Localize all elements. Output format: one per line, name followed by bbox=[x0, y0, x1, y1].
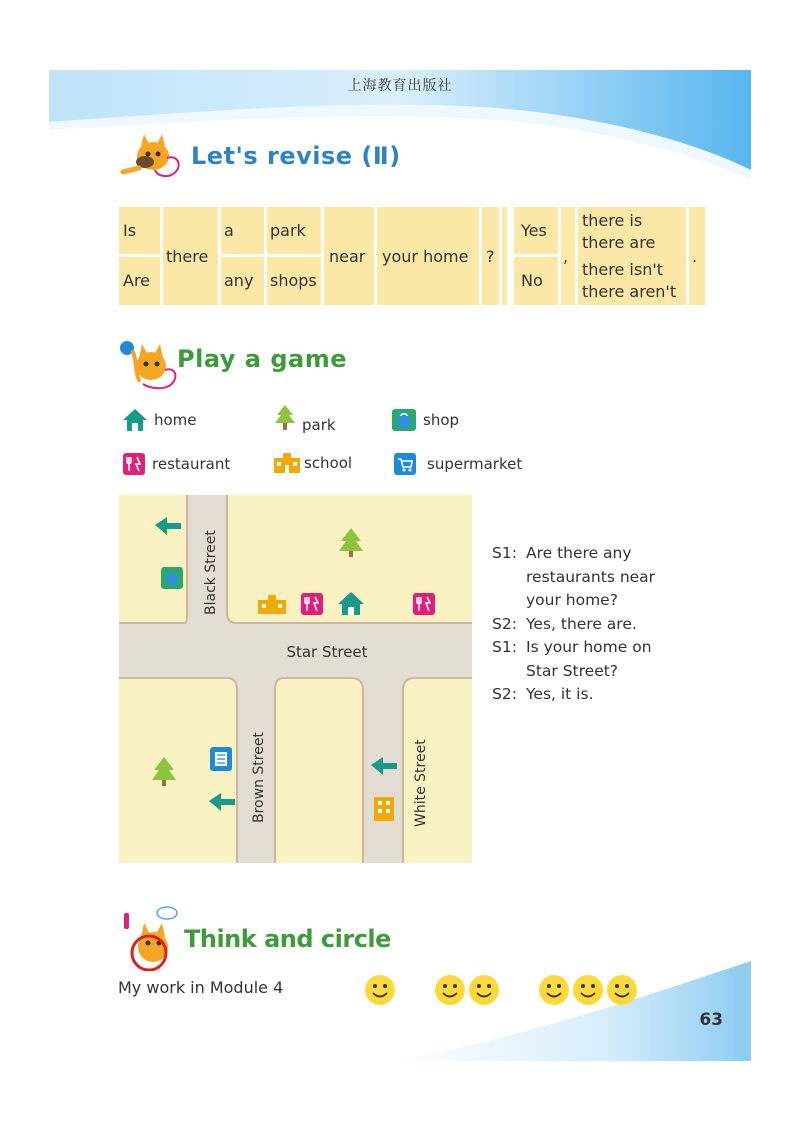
dialogue bbox=[492, 542, 655, 707]
word-there-is: there is bbox=[582, 210, 643, 230]
section-title-play-a-game: Play a game bbox=[177, 345, 347, 373]
word-there: there bbox=[166, 246, 209, 266]
textbook-page bbox=[49, 70, 751, 1061]
word-your-home: your home bbox=[382, 246, 469, 266]
question-mark: ? bbox=[486, 246, 495, 266]
school-icon bbox=[273, 452, 301, 474]
word-shops: shops bbox=[270, 271, 317, 290]
page-number: 63 bbox=[699, 1010, 723, 1030]
street-label-star: Star Street bbox=[286, 643, 368, 661]
section-title-lets-revise: Let's revise (Ⅱ) bbox=[191, 142, 401, 170]
word-any: any bbox=[224, 271, 254, 290]
cat-mascot-revise bbox=[117, 128, 189, 182]
legend-home-label: home bbox=[154, 411, 197, 429]
dialogue-line bbox=[492, 683, 655, 707]
smiley-icon[interactable] bbox=[364, 974, 396, 1006]
grammar-table-question bbox=[119, 207, 507, 305]
street-map bbox=[119, 495, 472, 863]
footer-wave bbox=[391, 951, 751, 1061]
restaurant-icon bbox=[301, 593, 323, 615]
legend-restaurant bbox=[122, 452, 230, 476]
legend-shop-label: shop bbox=[423, 411, 460, 429]
speaker-label: S1: bbox=[492, 544, 517, 562]
comma: , bbox=[563, 246, 569, 266]
smiley-icon[interactable] bbox=[538, 974, 570, 1006]
smiley-icon[interactable] bbox=[572, 974, 604, 1006]
tree-icon bbox=[274, 404, 296, 434]
legend-school bbox=[273, 452, 352, 474]
shop-icon bbox=[391, 408, 417, 432]
dialogue-text: Are there any restaurants near your home? bbox=[526, 544, 656, 609]
cat-mascot-circle bbox=[117, 903, 183, 971]
word-there-are: there are bbox=[582, 232, 656, 252]
dialogue-text: Yes, it is. bbox=[526, 685, 594, 703]
dialogue-text: Is your home on Star Street? bbox=[526, 638, 652, 680]
smiley-icon[interactable] bbox=[606, 974, 638, 1006]
speaker-label: S1: bbox=[492, 638, 517, 656]
word-no: No bbox=[521, 271, 543, 290]
word-is: Is bbox=[123, 221, 137, 240]
legend-park-label: park bbox=[302, 416, 336, 434]
street-label-brown: Brown Street bbox=[251, 732, 267, 823]
legend-park bbox=[274, 404, 336, 434]
speaker-label: S2: bbox=[492, 685, 517, 703]
restaurant-icon bbox=[122, 452, 146, 476]
dialogue-line bbox=[492, 613, 655, 637]
legend-shop bbox=[391, 408, 459, 432]
legend-restaurant-label: restaurant bbox=[152, 455, 231, 473]
speaker-label: S2: bbox=[492, 614, 517, 633]
publisher-name: 上海教育出版社 bbox=[347, 78, 453, 94]
school-icon bbox=[374, 797, 394, 821]
supermarket-icon bbox=[393, 452, 417, 476]
cat-mascot-game bbox=[119, 336, 181, 394]
street-label-black: Black Street bbox=[203, 530, 219, 615]
word-yes: Yes bbox=[521, 221, 547, 240]
dialogue-text: Yes, there are. bbox=[526, 614, 637, 633]
shop-icon bbox=[161, 567, 183, 589]
restaurant-icon bbox=[413, 593, 435, 615]
period: . bbox=[692, 246, 698, 266]
supermarket-icon bbox=[210, 747, 232, 771]
smiley-icon[interactable] bbox=[468, 974, 500, 1006]
legend-supermarket bbox=[393, 452, 522, 476]
word-a: a bbox=[224, 221, 234, 240]
dialogue-line bbox=[492, 542, 655, 613]
word-there-isnt: there isn't bbox=[582, 259, 664, 279]
word-there-arent: there aren't bbox=[582, 281, 677, 301]
legend-home bbox=[122, 408, 197, 432]
word-are: Are bbox=[123, 271, 151, 290]
word-park: park bbox=[270, 221, 306, 240]
grammar-table-answer bbox=[514, 207, 705, 305]
section-title-think-and-circle: Think and circle bbox=[184, 925, 391, 953]
legend-school-label: school bbox=[304, 454, 353, 472]
smiley-icon[interactable] bbox=[434, 974, 466, 1006]
self-assessment-label: My work in Module 4 bbox=[118, 978, 284, 997]
home-icon bbox=[122, 408, 148, 432]
legend-supermarket-label: supermarket bbox=[427, 455, 523, 473]
dialogue-line bbox=[492, 636, 655, 683]
word-near: near bbox=[329, 246, 366, 266]
street-label-white: White Street bbox=[413, 739, 429, 827]
